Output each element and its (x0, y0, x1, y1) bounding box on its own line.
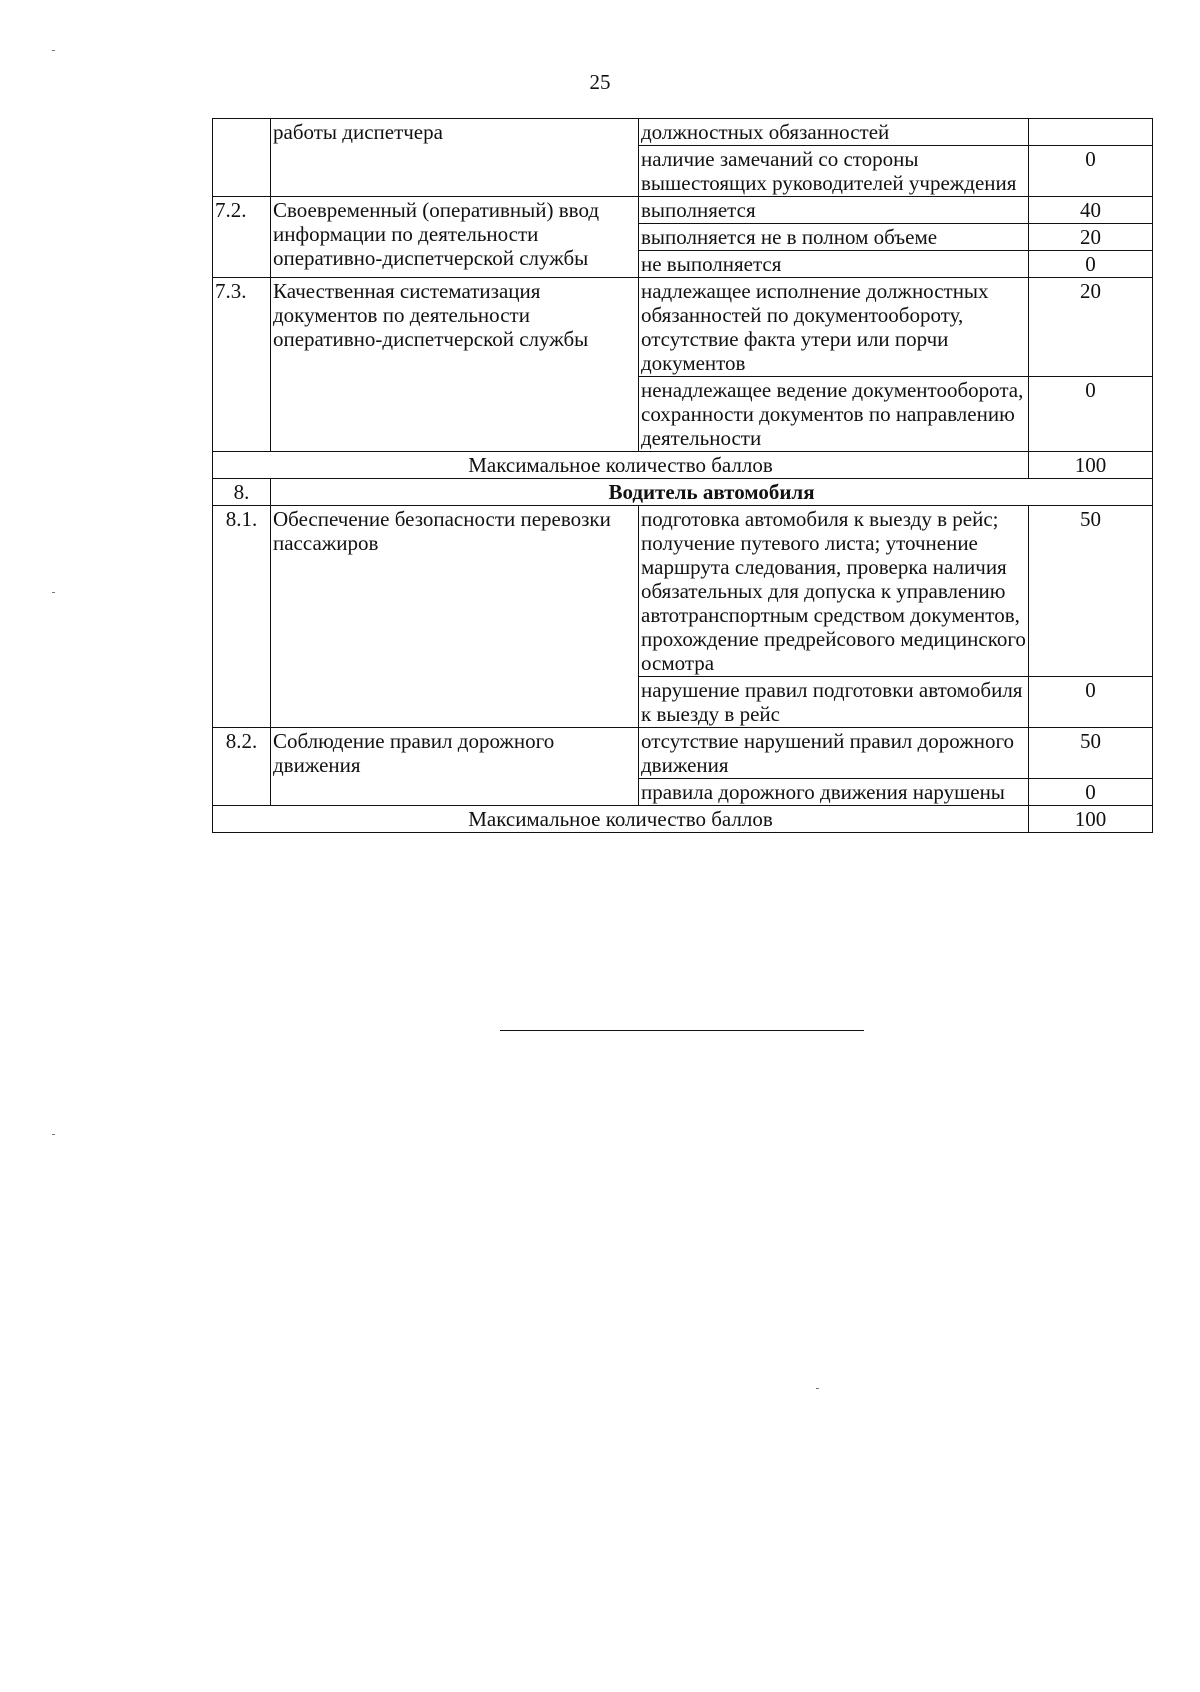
points-cell: 0 (1029, 377, 1153, 452)
points-cell: 20 (1029, 278, 1153, 377)
section-row (213, 479, 1153, 506)
criterion-cell: Обеспечение безопасности перевозки пассажиров (271, 506, 639, 728)
item-number: 7.3. (213, 278, 271, 452)
condition-cell: нарушение правил подготовки автомобиля к выезду в рейс (639, 677, 1029, 728)
item-number: 8.2. (213, 728, 271, 806)
item-number: 7.2. (213, 197, 271, 278)
points-cell: 0 (1029, 677, 1153, 728)
total-label: Максимальное количество баллов (213, 452, 1029, 479)
condition-cell: отсутствие нарушений правил дорожного движения (639, 728, 1029, 779)
condition-cell: должностных обязанностей (639, 119, 1029, 146)
points-cell: 40 (1029, 197, 1153, 224)
scan-speck (52, 1134, 55, 1135)
condition-cell: наличие замечаний со стороны вышестоящих руководителей учреждения (639, 146, 1029, 197)
condition-cell: не выполняется (639, 251, 1029, 278)
condition-cell: выполняется (639, 197, 1029, 224)
total-points: 100 (1029, 806, 1153, 833)
criterion-cell: Соблюдение правил дорожного движения (271, 728, 639, 806)
criteria-table (212, 118, 1153, 833)
section-number: 8. (213, 479, 271, 506)
points-cell: 20 (1029, 224, 1153, 251)
page-number: 25 (589, 70, 611, 94)
table-row (213, 197, 1153, 224)
condition-cell: подготовка автомобиля к выезду в рейс; получение путевого листа; уточнение маршрута следования, проверка наличия обязательных для допуска к управлению автотранспортным средством документов, прохождение предрейсового медицинского осмотра (639, 506, 1029, 677)
points-cell: 0 (1029, 146, 1153, 197)
points-cell: 50 (1029, 506, 1153, 677)
total-points: 100 (1029, 452, 1153, 479)
points-cell (1029, 119, 1153, 146)
total-row (213, 452, 1153, 479)
points-cell: 50 (1029, 728, 1153, 779)
condition-cell: ненадлежащее ведение документооборота, сохранности документов по направлению деятельности (639, 377, 1029, 452)
criterion-cell: работы диспетчера (271, 119, 639, 197)
item-number: 8.1. (213, 506, 271, 728)
condition-cell: правила дорожного движения нарушены (639, 779, 1029, 806)
total-label: Максимальное количество баллов (213, 806, 1029, 833)
table-row (213, 728, 1153, 779)
scan-speck (52, 50, 55, 51)
criterion-cell: Качественная систематизация документов по деятельности оперативно-диспетчерской службы (271, 278, 639, 452)
points-cell: 0 (1029, 251, 1153, 278)
scan-speck (816, 1388, 819, 1389)
section-title: Водитель автомобиля (271, 479, 1153, 506)
scan-speck (52, 592, 55, 593)
total-row (213, 806, 1153, 833)
criterion-cell: Своевременный (оперативный) ввод информации по деятельности оперативно-диспетчерской службы (271, 197, 639, 278)
points-cell: 0 (1029, 779, 1153, 806)
closing-rule (500, 1030, 864, 1031)
table-row (213, 506, 1153, 677)
table-row (213, 119, 1153, 146)
table-row (213, 278, 1153, 377)
condition-cell: надлежащее исполнение должностных обязанностей по документообороту, отсутствие факта утери или порчи документов (639, 278, 1029, 377)
item-number (213, 119, 271, 197)
condition-cell: выполняется не в полном объеме (639, 224, 1029, 251)
